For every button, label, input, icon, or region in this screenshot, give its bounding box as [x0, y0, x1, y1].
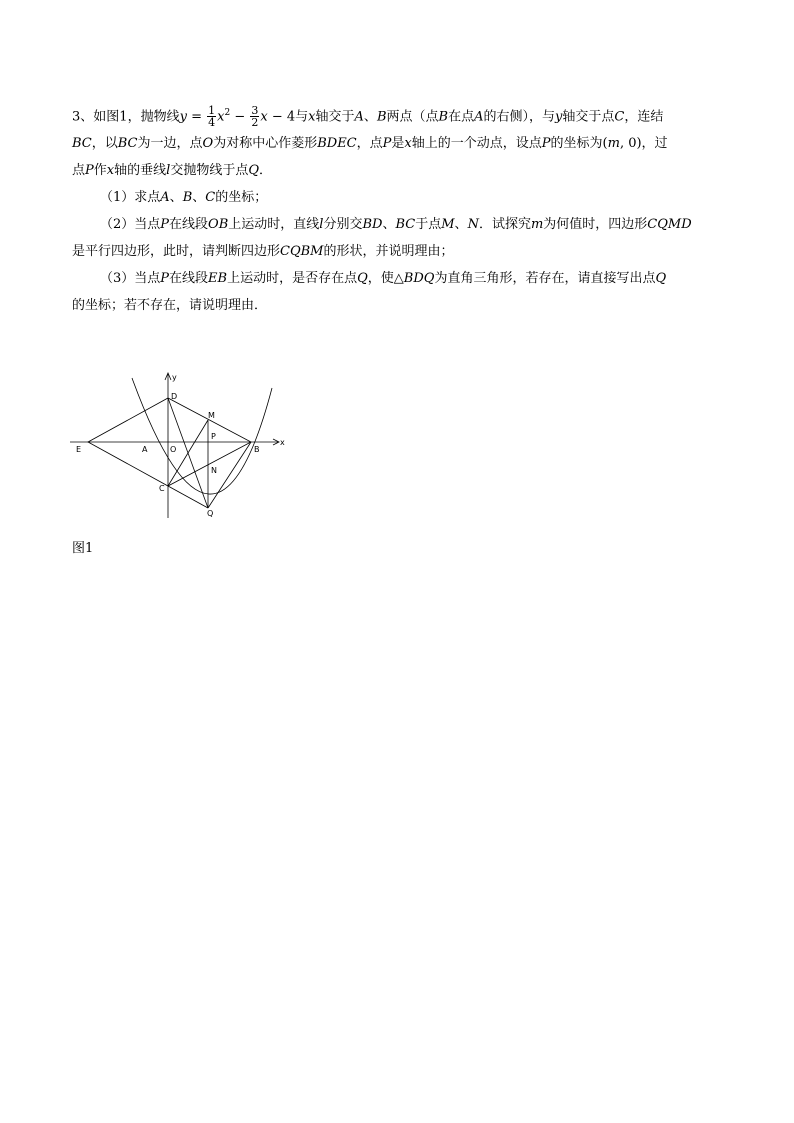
math: P	[160, 217, 170, 233]
label-c: C	[159, 484, 165, 493]
denominator: 2	[251, 116, 259, 130]
question-3	[72, 265, 722, 292]
math: EB	[208, 271, 228, 287]
numerator: 3	[251, 104, 259, 118]
text: 分别交	[323, 217, 363, 233]
label-d: D	[171, 392, 178, 401]
math: B	[438, 109, 449, 125]
math: Q	[248, 163, 259, 179]
label-y-axis: y	[172, 373, 177, 382]
text: 轴交于	[315, 109, 355, 125]
text: 上运动时，是否存在点	[227, 271, 358, 287]
text: , 0)，过	[619, 136, 668, 152]
question-2	[72, 211, 722, 238]
math: CQMD	[647, 217, 692, 233]
text: 在点	[448, 109, 475, 125]
math: B	[376, 109, 387, 125]
math: N	[467, 217, 479, 233]
math: P	[85, 163, 94, 179]
math: m	[530, 217, 544, 233]
math: Q	[357, 271, 368, 287]
label-x-axis: x	[280, 438, 285, 447]
text: 的坐标为(	[550, 136, 608, 152]
math: C	[205, 190, 216, 206]
math: P	[541, 136, 551, 152]
geometry-figure	[70, 368, 300, 523]
math: OB	[208, 217, 229, 233]
text: 为何值时，四边形	[543, 217, 648, 233]
text: （1）求点	[100, 190, 161, 206]
question-3-cont	[72, 292, 722, 319]
numerator: 1	[208, 104, 216, 118]
math: l	[166, 163, 171, 179]
label-b: B	[254, 445, 260, 454]
math: −	[230, 109, 250, 125]
math: O	[202, 136, 214, 152]
text: 交抛物线于点	[170, 163, 249, 179]
math: BDQ	[403, 271, 435, 287]
text: 1	[119, 109, 128, 125]
denominator: 4	[208, 116, 216, 130]
fraction-1-4	[207, 105, 216, 128]
math: − 4	[267, 109, 296, 125]
text: 轴上的一个动点，设点	[411, 136, 542, 152]
math: P	[382, 136, 392, 152]
parabola	[132, 378, 272, 494]
problem-line-1	[72, 100, 722, 130]
text: 是	[391, 136, 405, 152]
text: 轴的垂线	[114, 163, 167, 179]
math: x	[260, 109, 268, 125]
text: 如图	[93, 109, 120, 125]
label-o: O	[170, 445, 177, 454]
math: x	[404, 136, 412, 152]
text: 为一边，点	[137, 136, 203, 152]
math: C	[614, 109, 625, 125]
text: ．	[259, 163, 273, 179]
text: 的坐标；若不存在，请说明理由．	[72, 298, 268, 314]
text: 、	[192, 190, 206, 206]
segment-cq	[168, 486, 208, 508]
text: ．试探究	[478, 217, 531, 233]
exponent: 2	[224, 108, 231, 118]
math: l	[319, 217, 324, 233]
figure-caption: 图1	[72, 541, 94, 556]
text: 在线段	[169, 271, 209, 287]
math: B	[182, 190, 193, 206]
math: BD	[362, 217, 383, 233]
question-2-cont	[72, 238, 722, 265]
label-n: N	[211, 466, 217, 475]
triangle-symbol: △	[393, 271, 404, 287]
math: BC	[117, 136, 138, 152]
label-e: E	[76, 445, 82, 454]
text: 是平行四边形，此时，请判断四边形	[72, 244, 281, 260]
math: Q	[655, 271, 667, 287]
text: 在线段	[169, 217, 209, 233]
label-m: M	[208, 411, 215, 420]
text: 轴交于点	[562, 109, 615, 125]
label-q: Q	[207, 509, 214, 518]
problem-text	[72, 100, 722, 319]
math: M	[441, 217, 455, 233]
text: 为直角三角形，若存在，请直接写出点	[434, 271, 656, 287]
math: =	[186, 109, 207, 125]
math: BC	[395, 217, 416, 233]
text: 的形状，并说明理由；	[323, 244, 454, 260]
math: m	[607, 136, 620, 152]
text: 作	[93, 163, 107, 179]
text: ，抛物线	[127, 109, 180, 125]
problem-line-3	[72, 157, 722, 184]
math: x	[106, 163, 115, 179]
text: 、	[169, 190, 183, 206]
text: ，以	[91, 136, 118, 152]
segment-qb	[208, 442, 251, 508]
label-p: P	[211, 432, 216, 441]
math: BDEC	[317, 136, 357, 152]
text: （2）当点	[100, 217, 161, 233]
math: y	[555, 109, 563, 125]
math: A	[354, 109, 364, 125]
math: y	[179, 109, 187, 125]
text: 的坐标；	[215, 190, 268, 206]
math: x	[308, 109, 316, 125]
text: 两点（点	[386, 109, 439, 125]
text: 、	[454, 217, 468, 233]
math: CQBM	[280, 244, 324, 260]
text: 、	[363, 109, 377, 125]
math: BC	[72, 136, 92, 152]
math: A	[160, 190, 170, 206]
math: P	[160, 271, 170, 287]
text: 于点	[415, 217, 442, 233]
text: 、	[382, 217, 396, 233]
math: A	[474, 109, 484, 125]
label-a: A	[142, 445, 148, 454]
text: 与	[295, 109, 309, 125]
math: x	[217, 109, 225, 125]
text: ，点	[356, 136, 383, 152]
problem-number: 3、	[72, 109, 94, 125]
problem-line-2	[72, 130, 722, 157]
text: 上运动时，直线	[228, 217, 320, 233]
text: ，使	[367, 271, 394, 287]
text: 的右侧），与	[483, 109, 555, 125]
question-1	[72, 184, 722, 211]
text: 点	[72, 163, 86, 179]
text: （3）当点	[100, 271, 161, 287]
text: 为对称中心作菱形	[213, 136, 318, 152]
text: ，连结	[624, 109, 664, 125]
fraction-3-2	[250, 105, 259, 128]
